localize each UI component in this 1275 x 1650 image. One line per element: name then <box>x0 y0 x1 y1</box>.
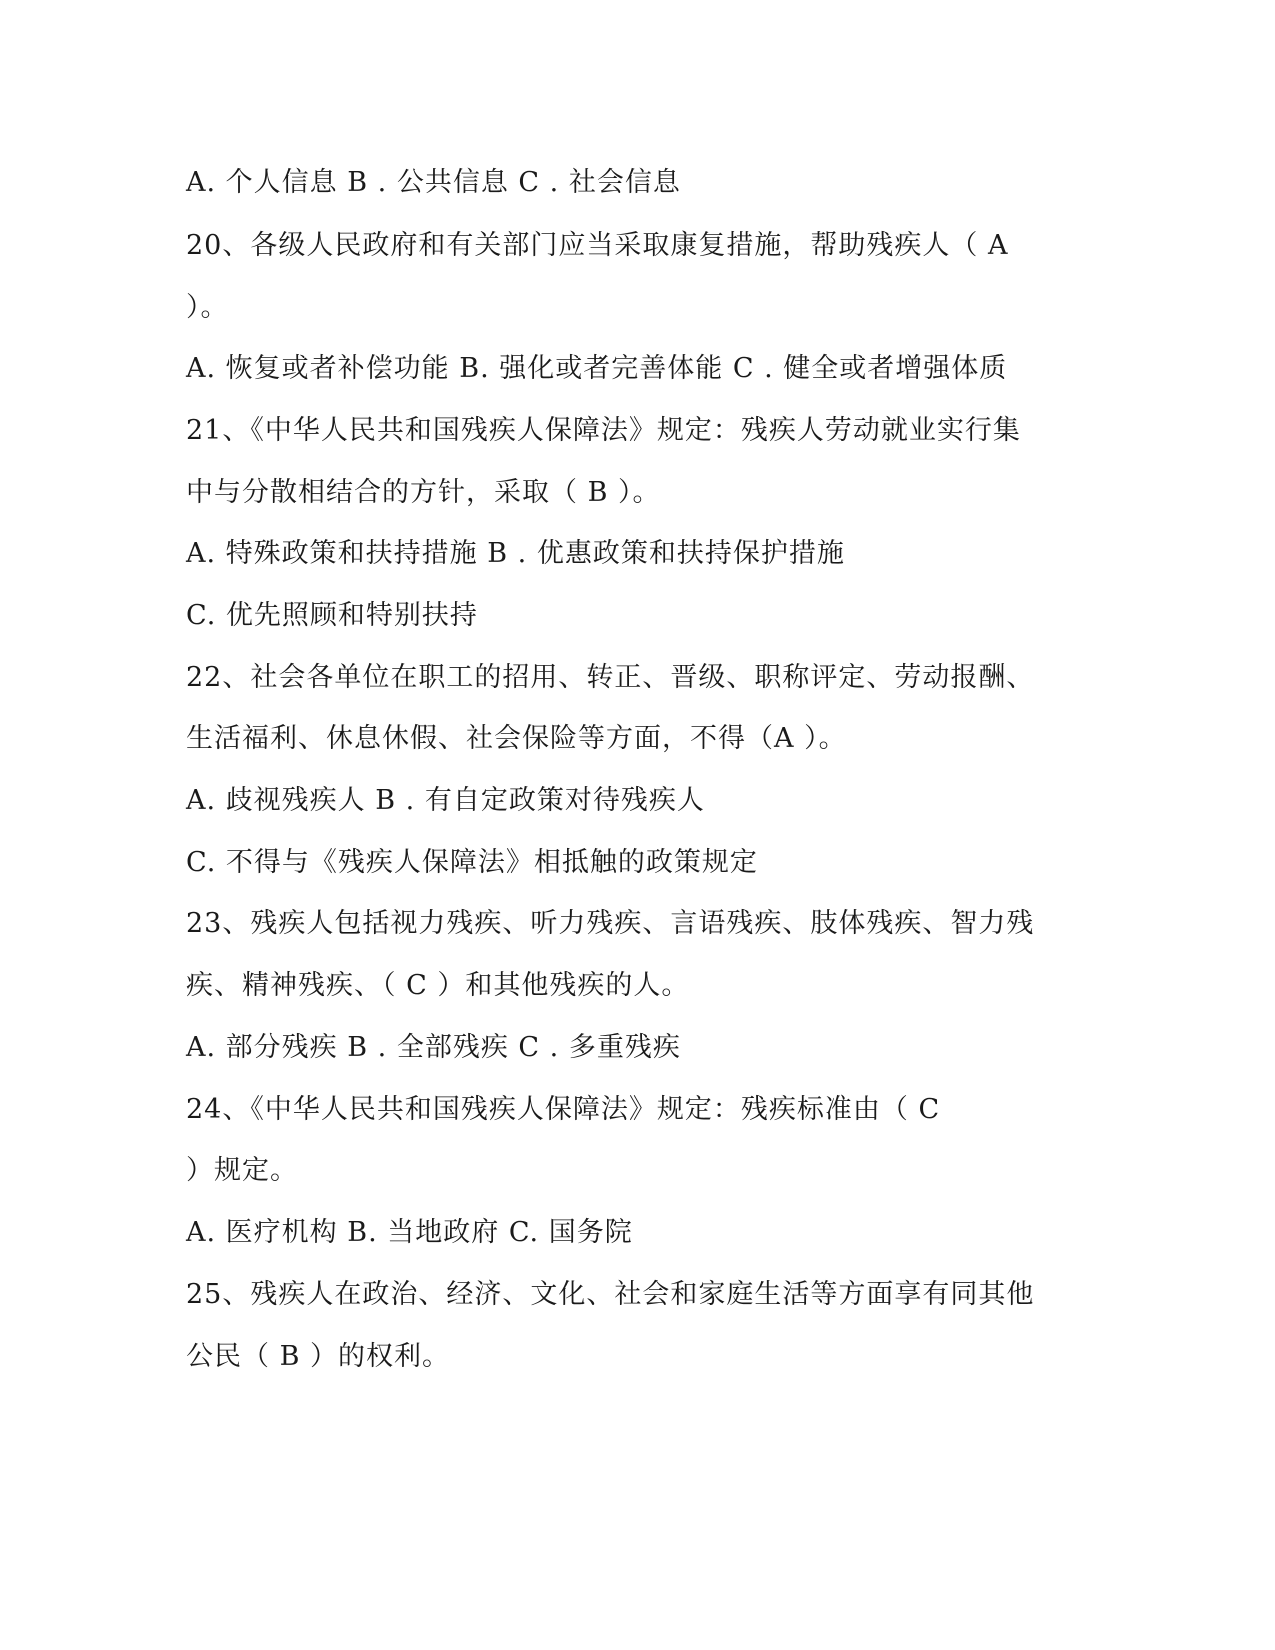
q22-options-line-2: C. 不得与《残疾人保障法》相抵触的政策规定 <box>186 847 758 878</box>
q21-question-line-1: 21、《中华人民共和国残疾人保障法》规定：残疾人劳动就业实行集 <box>186 415 1021 446</box>
q24-question-line-2: ）规定。 <box>186 1155 298 1186</box>
q21-options-line-2: C. 优先照顾和特别扶持 <box>186 600 478 631</box>
q21-options-line-1: A. 特殊政策和扶持措施 B . 优惠政策和扶持保护措施 <box>186 538 845 569</box>
q20-question-line-1: 20、各级人民政府和有关部门应当采取康复措施，帮助残疾人（ A <box>186 230 1009 261</box>
q22-question-line-2: 生活福利、休息休假、社会保险等方面，不得（A ）。 <box>186 723 847 754</box>
q22-options-line-1: A. 歧视残疾人 B . 有自定政策对待残疾人 <box>186 785 705 816</box>
q22-question-line-1: 22、社会各单位在职工的招用、转正、晋级、职称评定、劳动报酬、 <box>186 662 1035 693</box>
q25-question-line-2: 公民（ B ）的权利。 <box>186 1341 451 1372</box>
q21-question-line-2: 中与分散相结合的方针，采取（ B ）。 <box>186 477 661 508</box>
q20-question-line-2: ）。 <box>186 292 229 323</box>
q23-question-line-1: 23、残疾人包括视力残疾、听力残疾、言语残疾、肢体残疾、智力残 <box>186 908 1035 939</box>
q19-options: A. 个人信息 B . 公共信息 C . 社会信息 <box>186 167 681 198</box>
q24-options: A. 医疗机构 B. 当地政府 C. 国务院 <box>186 1217 633 1248</box>
q23-question-line-2: 疾、精神残疾、（ C ）和其他残疾的人。 <box>186 970 690 1001</box>
q23-options: A. 部分残疾 B . 全部残疾 C . 多重残疾 <box>186 1032 681 1063</box>
q24-question-line-1: 24、《中华人民共和国残疾人保障法》规定：残疾标准由（ C <box>186 1094 941 1125</box>
q25-question-line-1: 25、残疾人在政治、经济、文化、社会和家庭生活等方面享有同其他 <box>186 1279 1035 1310</box>
q20-options: A. 恢复或者补偿功能 B. 强化或者完善体能 C . 健全或者增强体质 <box>186 353 1008 384</box>
